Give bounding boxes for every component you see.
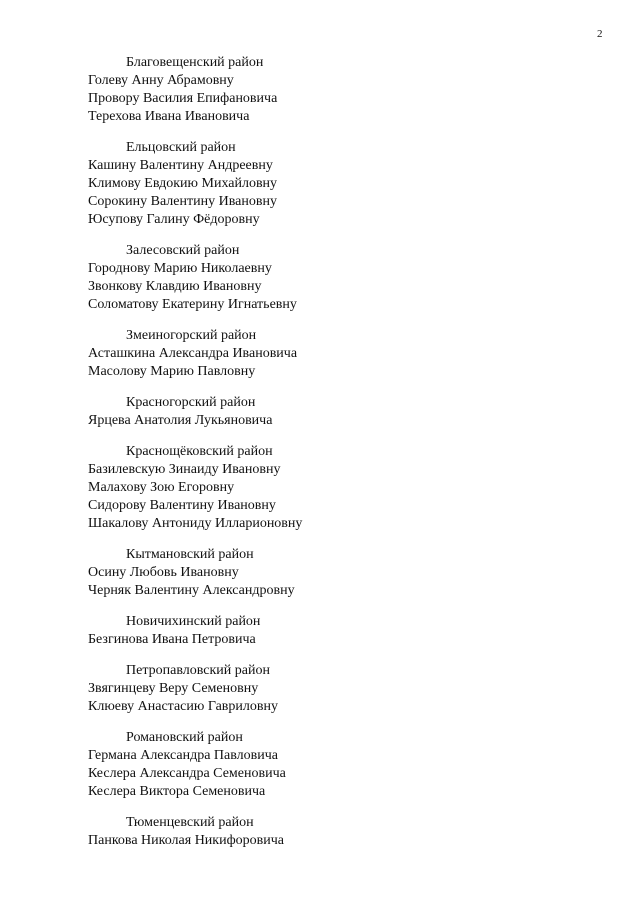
- person-entry: Безгинова Ивана Петровича: [88, 632, 256, 647]
- person-entry: Терехова Ивана Ивановича: [88, 109, 250, 124]
- person-entry: Сидорову Валентину Ивановну: [88, 498, 276, 513]
- district-section: [88, 394, 608, 430]
- person-entry: Кашину Валентину Андреевну: [88, 158, 273, 173]
- person-entry: Юсупову Галину Фёдоровну: [88, 212, 260, 227]
- district-section: [88, 662, 608, 716]
- person-entry: Голеву Анну Абрамовну: [88, 73, 234, 88]
- person-entry: Базилевскую Зинаиду Ивановну: [88, 462, 281, 477]
- person-entry: Масолову Марию Павловну: [88, 364, 256, 379]
- person-entry: Ярцева Анатолия Лукьяновича: [88, 413, 273, 428]
- person-entry: Малахову Зою Егоровну: [88, 480, 235, 495]
- district-heading: Ельцовский район: [126, 140, 236, 155]
- district-heading: Романовский район: [126, 730, 243, 745]
- person-entry: Кеслера Виктора Семеновича: [88, 784, 266, 799]
- district-section: [88, 139, 608, 229]
- district-heading: Тюменцевский район: [126, 815, 254, 830]
- district-heading: Змеиногорский район: [126, 328, 257, 343]
- district-section: [88, 54, 608, 126]
- person-entry: Асташкина Александра Ивановича: [88, 346, 298, 361]
- district-heading: Краснощёковский район: [126, 444, 273, 459]
- district-list: [88, 54, 608, 863]
- person-entry: Германа Александра Павловича: [88, 748, 278, 763]
- page-number: 2: [597, 28, 603, 40]
- person-entry: Клюеву Анастасию Гавриловну: [88, 699, 278, 714]
- person-entry: Шакалову Антониду Илларионовну: [88, 516, 303, 531]
- district-section: [88, 327, 608, 381]
- person-entry: Звягинцеву Веру Семеновну: [88, 681, 259, 696]
- district-section: [88, 443, 608, 533]
- person-entry: Климову Евдокию Михайловну: [88, 176, 278, 191]
- district-heading: Залесовский район: [126, 243, 240, 258]
- person-entry: Звонкову Клавдию Ивановну: [88, 279, 262, 294]
- district-section: [88, 729, 608, 801]
- person-entry: Черняк Валентину Александровну: [88, 583, 295, 598]
- person-entry: Соломатову Екатерину Игнатьевну: [88, 297, 297, 312]
- person-entry: Провору Василия Епифановича: [88, 91, 278, 106]
- district-section: [88, 814, 608, 850]
- person-entry: Сорокину Валентину Ивановну: [88, 194, 277, 209]
- person-entry: Кеслера Александра Семеновича: [88, 766, 286, 781]
- district-section: [88, 546, 608, 600]
- person-entry: Городнову Марию Николаевну: [88, 261, 272, 276]
- person-entry: Осину Любовь Ивановну: [88, 565, 239, 580]
- district-heading: Красногорский район: [126, 395, 256, 410]
- district-section: [88, 613, 608, 649]
- district-heading: Кытмановский район: [126, 547, 254, 562]
- district-heading: Петропавловский район: [126, 663, 270, 678]
- person-entry: Панкова Николая Никифоровича: [88, 833, 285, 848]
- district-heading: Новичихинский район: [126, 614, 261, 629]
- district-heading: Благовещенский район: [126, 55, 264, 70]
- district-section: [88, 242, 608, 314]
